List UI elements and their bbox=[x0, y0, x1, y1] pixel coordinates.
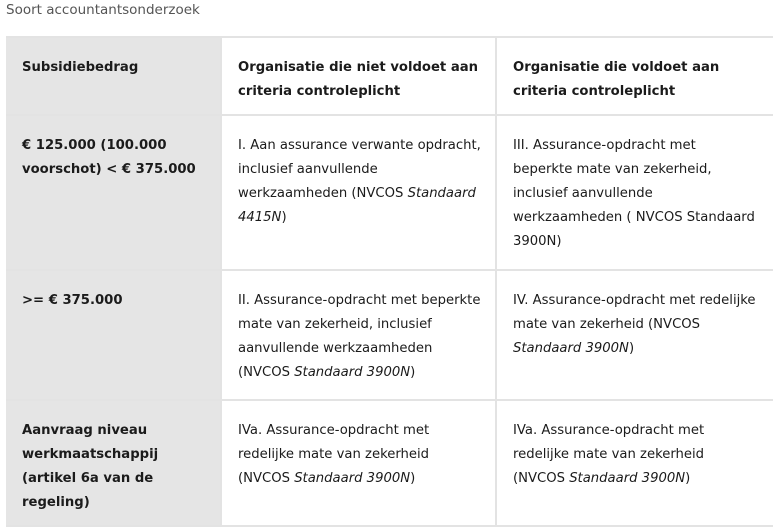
cell-text: IVa. Assurance-opdracht met redelijke mate van zekerheid (NVCOS bbox=[513, 423, 705, 486]
table-cell bbox=[222, 116, 497, 271]
table-row bbox=[6, 116, 773, 271]
table-cell bbox=[497, 401, 773, 527]
table-caption: Soort accountantsonderzoek bbox=[6, 2, 200, 18]
row-label: >= € 375.000 bbox=[6, 271, 222, 401]
row-label: Aanvraag niveau werkmaatschappij (artikel 6a van de regeling) bbox=[6, 401, 222, 527]
header-niet-controleplichtig: Organisatie die niet voldoet aan criteria controleplicht bbox=[222, 36, 497, 116]
cell-italic: Standaard 3900N bbox=[513, 341, 629, 356]
cell-text: I. Aan assurance verwante opdracht, inclusief aanvullende werkzaamheden (NVCOS bbox=[238, 138, 481, 201]
cell-italic: Standaard 3900N bbox=[569, 471, 686, 486]
cell-tail: ) bbox=[628, 341, 635, 356]
cell-tail: ) bbox=[685, 471, 691, 486]
cell-tail: ) bbox=[410, 471, 416, 486]
cell-tail: ) bbox=[410, 365, 416, 380]
row-label: € 125.000 (100.000 voorschot) < € 375.000 bbox=[6, 116, 222, 271]
subsidy-table bbox=[6, 36, 773, 527]
cell-text: III. Assurance-opdracht met beperkte mate van zekerheid, inclusief aanvullende werkzaamheden ( NVCOS Standaard 3900N) bbox=[513, 138, 755, 249]
cell-text: IVa. Assurance-opdracht met redelijke mate van zekerheid (NVCOS bbox=[238, 423, 430, 486]
table-cell bbox=[497, 116, 773, 271]
table-row bbox=[6, 271, 773, 401]
cell-text: IV. Assurance-opdracht met redelijke mate van zekerheid (NVCOS bbox=[513, 293, 756, 332]
header-subsidiebedrag: Subsidiebedrag bbox=[6, 36, 222, 116]
cell-italic: Standaard 3900N bbox=[294, 365, 411, 380]
cell-italic: Standaard 3900N bbox=[294, 471, 411, 486]
cell-italic: Standaard 4415N bbox=[238, 186, 476, 225]
table-cell bbox=[497, 271, 773, 401]
cell-text: II. Assurance-opdracht met beperkte mate van zekerheid, inclusief aanvullende werkzaamheden (NVCOS bbox=[238, 293, 481, 380]
cell-tail: ) bbox=[281, 210, 287, 225]
table-cell bbox=[222, 271, 497, 401]
table-header-row bbox=[6, 36, 773, 116]
header-controleplichtig: Organisatie die voldoet aan criteria controleplicht bbox=[497, 36, 773, 116]
table-cell bbox=[222, 401, 497, 527]
table-row bbox=[6, 401, 773, 527]
